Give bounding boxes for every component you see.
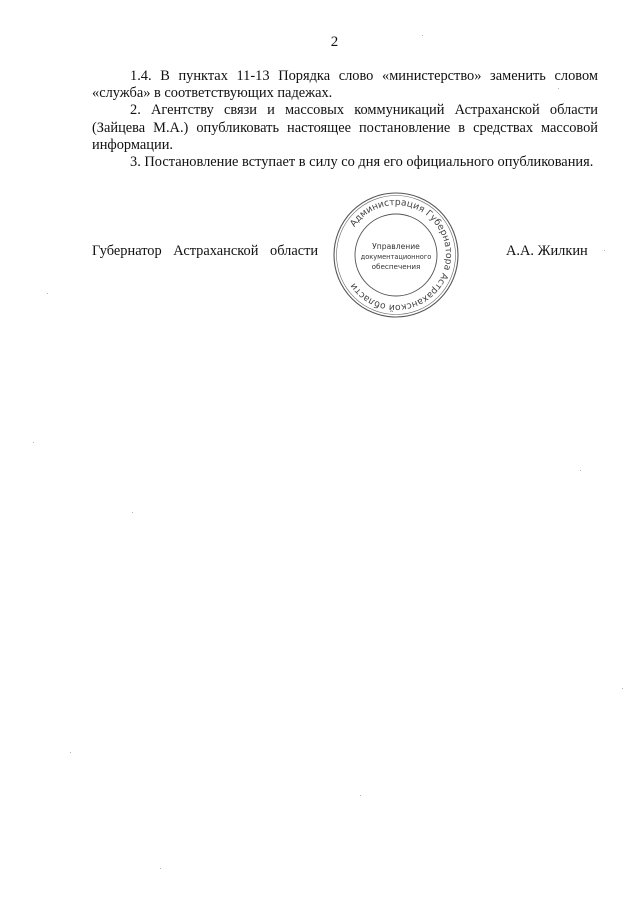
seal-ring-text: Администрация Губернатора Астраханской области — [347, 196, 455, 314]
seal-center-line-2: документационного — [360, 253, 432, 261]
scan-speck — [70, 752, 71, 753]
scan-speck — [622, 688, 623, 689]
signatory-name: А.А. Жилкин — [506, 243, 588, 259]
scan-speck — [33, 442, 34, 443]
seal-center-line-3: обеспечения — [371, 262, 421, 271]
signatory-title: Губернатор Астраханской области — [92, 243, 319, 259]
scan-speck — [47, 293, 48, 294]
scan-speck — [580, 470, 581, 471]
scan-speck — [160, 868, 161, 869]
paragraph-1-4: 1.4. В пунктах 11-13 Порядка слово «министерство» заменить словом «служба» в соответствующих падежах. — [92, 68, 598, 102]
official-seal — [331, 190, 461, 320]
page-number: 2 — [330, 34, 340, 50]
seal-center-line-1: Управление — [372, 242, 420, 251]
paragraph-3: 3. Постановление вступает в силу со дня его официального опубликования. — [130, 154, 594, 171]
paragraph-2: 2. Агентству связи и массовых коммуникаций Астраханской области (Зайцева М.А.) опубликовать настоящее постановление в средствах массовой информации. — [92, 102, 598, 153]
scan-speck — [360, 795, 361, 796]
document-body — [92, 68, 598, 171]
scan-speck — [604, 250, 605, 251]
scan-speck — [132, 512, 133, 513]
